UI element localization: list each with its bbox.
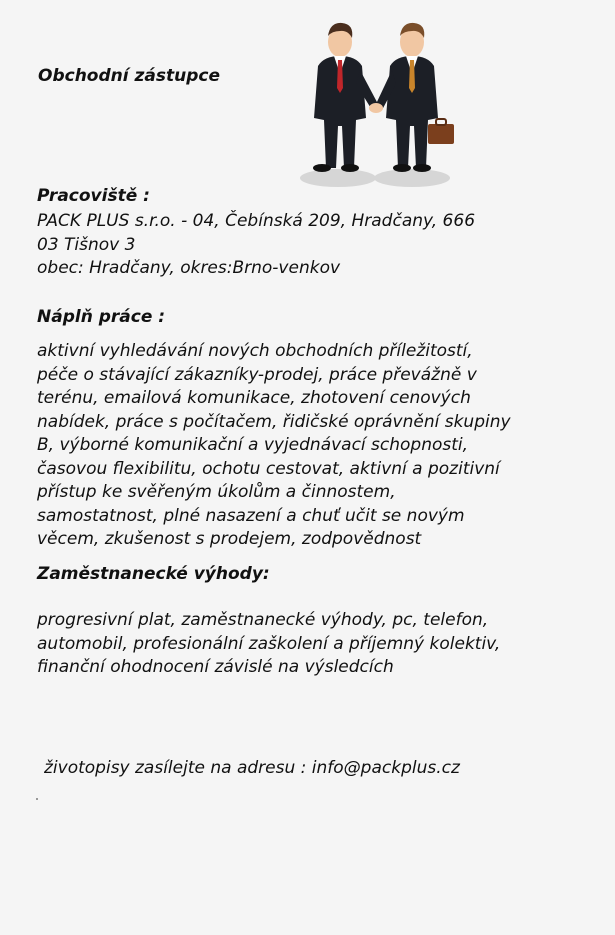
contact-info: životopisy zasílejte na adresu : info@packplus.cz [44, 758, 460, 778]
benefits-line: automobil, profesionální zaškolení a příjemný kolektiv, [37, 633, 501, 654]
job-description-line: péče o stávající zákazníky-prodej, práce převážně v [37, 364, 477, 385]
job-description-line: aktivní vyhledávání nových obchodních příležitostí, [37, 341, 473, 361]
benefits-text [37, 609, 577, 680]
workplace-address [37, 210, 577, 281]
workplace-heading: Pracoviště : [37, 186, 150, 206]
job-description-line: věcem, zkušenost s prodejem, zodpovědnost [37, 529, 422, 549]
workplace-line: 03 Tišnov 3 [37, 234, 136, 255]
job-description-line: B, výborné komunikační a vyjednávací schopnosti, [37, 435, 469, 455]
job-description-line: nabídek, práce s počítačem, řidičské oprávnění skupiny [37, 411, 511, 432]
benefits-line: progresivní plat, zaměstnanecké výhody, pc, telefon, [37, 610, 489, 630]
job-description-line: terénu, emailová komunikace, zhotovení cenových [37, 388, 471, 408]
job-description-line: přístup ke svěřeným úkolům a činnostem, [37, 482, 396, 502]
job-description-heading: Náplň práce : [37, 307, 166, 327]
job-description-line: samostatnost, plné nasazení a chuť učit se novým [37, 505, 465, 526]
decorative-dot [36, 798, 38, 800]
benefits-line: finanční ohodnocení závislé na výsledcích [37, 657, 394, 677]
job-description-line: časovou flexibilitu, ochotu cestovat, aktivní a pozitivní [37, 458, 500, 479]
job-description-text [37, 340, 577, 552]
page-title: Obchodní zástupce [38, 66, 220, 86]
workplace-line: PACK PLUS s.r.o. - 04, Čebínská 209, Hradčany, 666 [37, 211, 476, 231]
workplace-line: obec: Hradčany, okres:Brno-venkov [37, 258, 341, 278]
handshake-businessmen-icon [296, 18, 458, 190]
benefits-heading: Zaměstnanecké výhody: [37, 564, 270, 584]
